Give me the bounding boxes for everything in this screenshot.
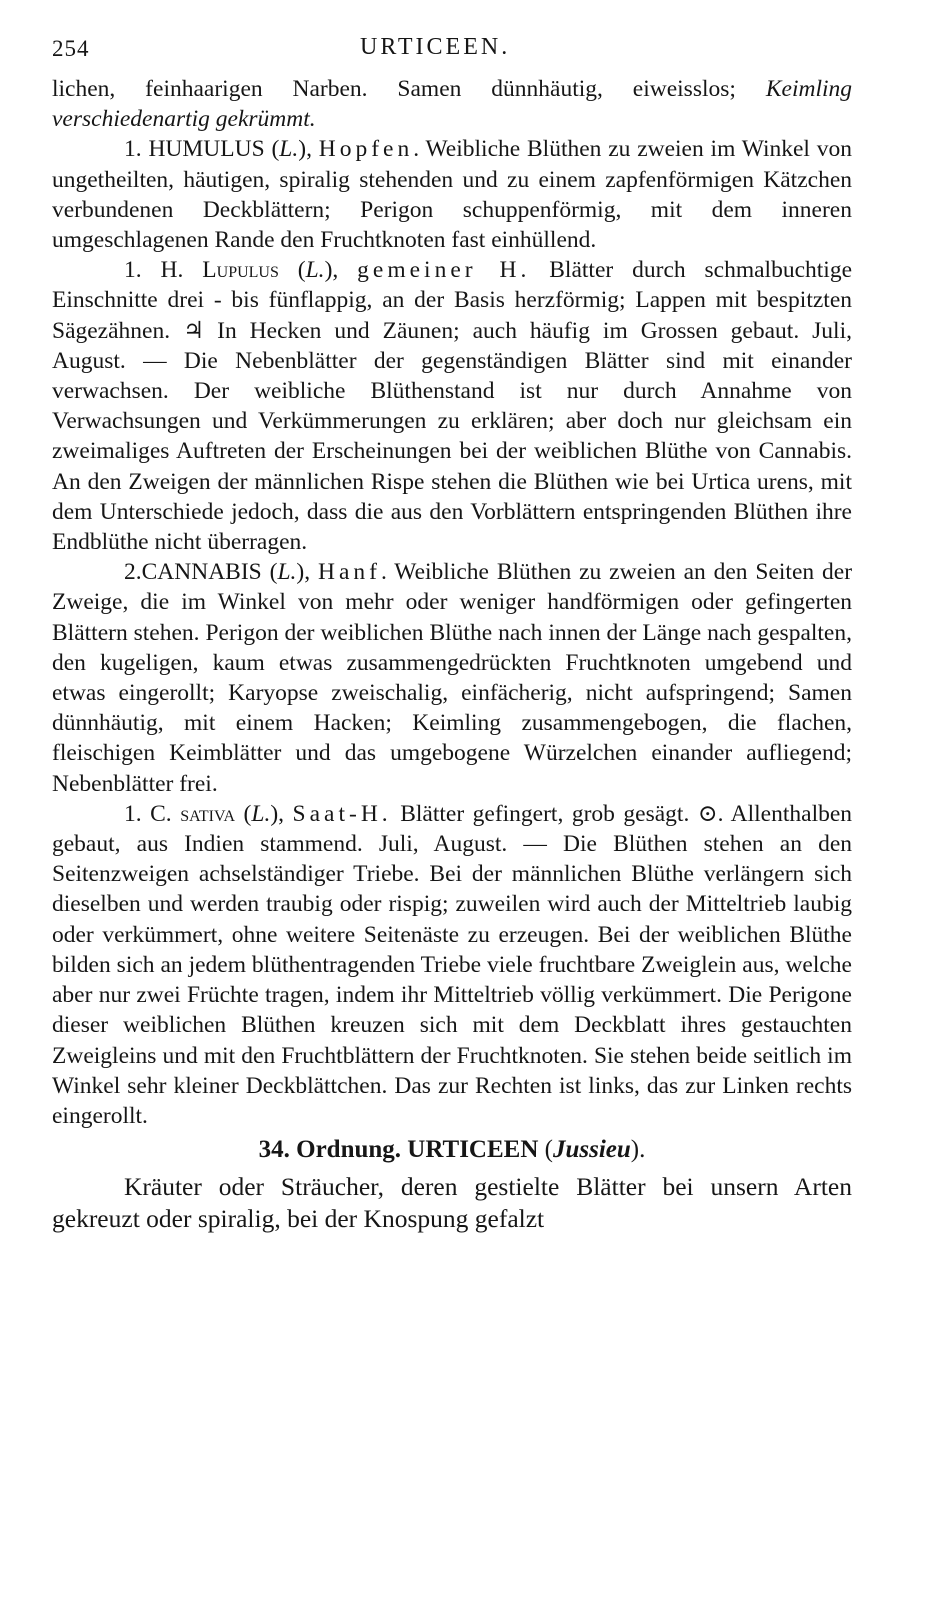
order-number: 34. Ordnung. (258, 1136, 402, 1164)
genus-description: . Weibliche Blüthen zu zweien an den Seiten der Zweige, die im Winkel von mehr oder weniger handförmigen oder gefingerten Blättern stehen. Perigon der weiblichen Blüthe nach innen der Länge nach gespalten, den kugeligen, kaum etwas zusammengedrückten Fruchtknoten umgebend und etwas eingerollt; Karyopse zweischalig, einfächerig, nicht aufspringend; Samen dünnhäutig, mit einem Hacken; Keimling zusammengebogen, die flachen, fleischigen Keimblätter und das umgebogene Würzelchen einander aufliegend; Nebenblätter frei. (52, 559, 853, 797)
species-number: 1. H. (124, 257, 184, 284)
book-page (52, 30, 852, 1235)
carryover-text: lichen, feinhaarigen Narben. Samen dünnhäutig, eiweisslos; (52, 76, 736, 102)
species-description-1: Blätter gefingert, grob gesägt. (391, 800, 690, 827)
species-name: Lupulus (202, 257, 279, 284)
species-common-name: Saat-H. (292, 800, 392, 827)
page-number: 254 (52, 36, 90, 61)
species-description-2: . Allenthalben gebaut, aus Indien stammend. Juli, August. — Die Blüthen stehen an den Seitenzweigen achselständiger Triebe. Bei der männlichen Blüthe verlängern sich dieselben und werden traubig oder rispig; zuweilen wird auch der Mitteltrieb laubig oder verkümmert, ohne weitere Seitenäste zu erzeugen. Bei der weiblichen Blüthe bilden sich an jedem blüthentragenden Triebe viele fruchtbare Zweiglein aus, welche aber nur zwei Früchte tragen, indem ihr Mitteltrieb völlig verkümmert. Die Perigone dieser weiblichen Blüthen kreuzen sich mit dem Deckblatt ihres gestauchten Zweigleins und mit den Fruchtblättern der Fruchtknoten. Sie stehen beide seitlich im Winkel sehr kleiner Deckblättchen. Das zur Rechten ist links, das zur Linken rechts eingerollt. (52, 800, 853, 1129)
genus-cannabis: 2.CANNABIS (L.), Hanf. Weibliche Blüthen zu zweien an den Seiten der Zweige, die im Winkel von mehr oder weniger handförmigen oder gefingerten Blättern stehen. Perigon der weiblichen Blüthe nach innen der Länge nach gespalten, den kugeligen, kaum etwas zusammengedrückten Fruchtknoten umgebend und etwas eingerollt; Karyopse zweischalig, einfächerig, nicht aufspringend; Samen dünnhäutig, mit einem Hacken; Keimling zusammengebogen, die flachen, fleischigen Keimblätter und das umgebogene Würzelchen einander aufliegend; Nebenblätter frei. (52, 559, 853, 797)
order-end: . (639, 1136, 646, 1164)
species-lupulus: 1. H. Lupulus (L.), gemeiner H. Blätter durch schmalbuchtige Einschnitte drei - bis fünflappig, an der Basis herzförmig; Lappen mit bespitzten Sägezähnen. ♃ In Hecken und Zäunen; auch häufig im Grossen gebaut. Juli, August. — Die Nebenblätter der gegenständigen Blätter sind mit einander verwachsen. Der weibliche Blüthenstand ist nur durch Annahme von Verwachsungen und Verkümmerungen zu erklären; aber doch nur gleichsam ein zweimaliges Auftreten der Erscheinungen bei der weiblichen Blüthe von Cannabis. An den Zweigen der männlichen Rispe stehen die Blüthen wie bei Urtica urens, mit dem Unterschiede jedoch, dass die aus den Vorblättern entspringenden Blüthen ihre Endblüthe nicht überragen. (52, 257, 853, 556)
species-author: L. (305, 257, 325, 284)
species-name: sativa (180, 800, 236, 827)
carryover-italic: Keimling verschiedenartig gekrümmt. (52, 76, 853, 133)
perennial-symbol-icon: ♃ (183, 317, 205, 344)
genus-name: HUMULUS (148, 136, 265, 163)
running-title: URTICEEN. (360, 34, 511, 60)
genus-humulus: 1. HUMULUS (L.), Hopfen. Weibliche Blüthen zu zweien im Winkel von ungetheilten, häutigen, spiralig stehenden und zu einem zapfenförmigen Kätzchen verbundenen Deckblättern; Perigon schuppenförmig, mit dem inneren umgeschlagenen Rande den Fruchtknoten fast einhüllend. (52, 136, 853, 254)
order-heading: 34. Ordnung. URTICEEN (Jussieu). (258, 1136, 646, 1164)
genus-author: L. (277, 559, 297, 586)
species-description-2: In Hecken und Zäunen; auch häufig im Grossen gebaut. Juli, August. — Die Nebenblätter der gegenständigen Blätter sind mit einander verwachsen. Der weibliche Blüthenstand ist nur durch Annahme von Verwachsungen und Verkümmerungen zu erklären; aber doch nur gleichsam ein zweimaliges Auftreten der Erscheinungen bei der weiblichen Blüthe von Cannabis. An den Zweigen der männlichen Rispe stehen die Blüthen wie bei Urtica urens, mit dem Unterschiede jedoch, dass die aus den Vorblättern entspringenden Blüthen ihre Endblüthe nicht überragen. (52, 317, 852, 556)
genus-description: . Weibliche Blüthen zu zweien im Winkel von ungetheilten, häutigen, spiralig stehenden und zu einem zapfenförmigen Kätzchen verbundenen Deckblättern; Perigon schuppenförmig, mit dem inneren umgeschlagenen Rande den Fruchtknoten fast einhüllend. (52, 136, 853, 254)
genus-name: CANNABIS (141, 559, 262, 586)
order-description: Kräuter oder Sträucher, deren gestielte Blätter bei unsern Arten gekreuzt oder spiralig, bei der Knospung gefalzt (52, 1172, 852, 1234)
carryover-paragraph (52, 74, 852, 134)
species-author: L. (251, 800, 271, 827)
genus-common-name: Hanf (318, 559, 381, 586)
genus-number: 1. (124, 136, 142, 163)
species-number: 1. C. (124, 800, 172, 827)
genus-author: L. (279, 136, 299, 163)
species-description-1: Blätter durch schmalbuchtige Einschnitte drei - bis fünflappig, an der Basis herzförmig; Lappen mit bespitzten Sägezähnen. (52, 257, 853, 344)
species-common-name: gemeiner H. (357, 257, 531, 284)
page-header (52, 30, 852, 74)
species-sativa: 1. C. sativa (L.), Saat-H. Blätter gefingert, grob gesägt. ⊙. Allenthalben gebaut, aus Indien stammend. Juli, August. — Die Blüthen stehen an den Seitenzweigen achselständiger Triebe. Bei der männlichen Blüthe verlängern sich dieselben und werden traubig oder rispig; zuweilen wird auch der Mitteltrieb laubig oder verkümmert, ohne weitere Seitenäste zu erzeugen. Bei der weiblichen Blüthe bilden sich an jedem blüthentragenden Triebe viele fruchtbare Zweiglein aus, welche aber nur zwei Früchte tragen, indem ihr Mitteltrieb völlig verkümmert. Die Perigone dieser weiblichen Blüthen kreuzen sich mit dem Deckblatt ihres gestauchten Zweigleins und mit den Fruchtblättern der Fruchtknoten. Sie stehen beide seitlich im Winkel sehr kleiner Deckblättchen. Das zur Rechten ist links, das zur Linken rechts eingerollt. (52, 800, 853, 1129)
annual-symbol-icon: ⊙ (697, 800, 718, 827)
genus-number: 2. (124, 559, 142, 586)
order-name: URTICEEN (407, 1136, 539, 1164)
order-author: Jussieu (552, 1136, 631, 1164)
genus-common-name: Hopfen (318, 136, 414, 163)
